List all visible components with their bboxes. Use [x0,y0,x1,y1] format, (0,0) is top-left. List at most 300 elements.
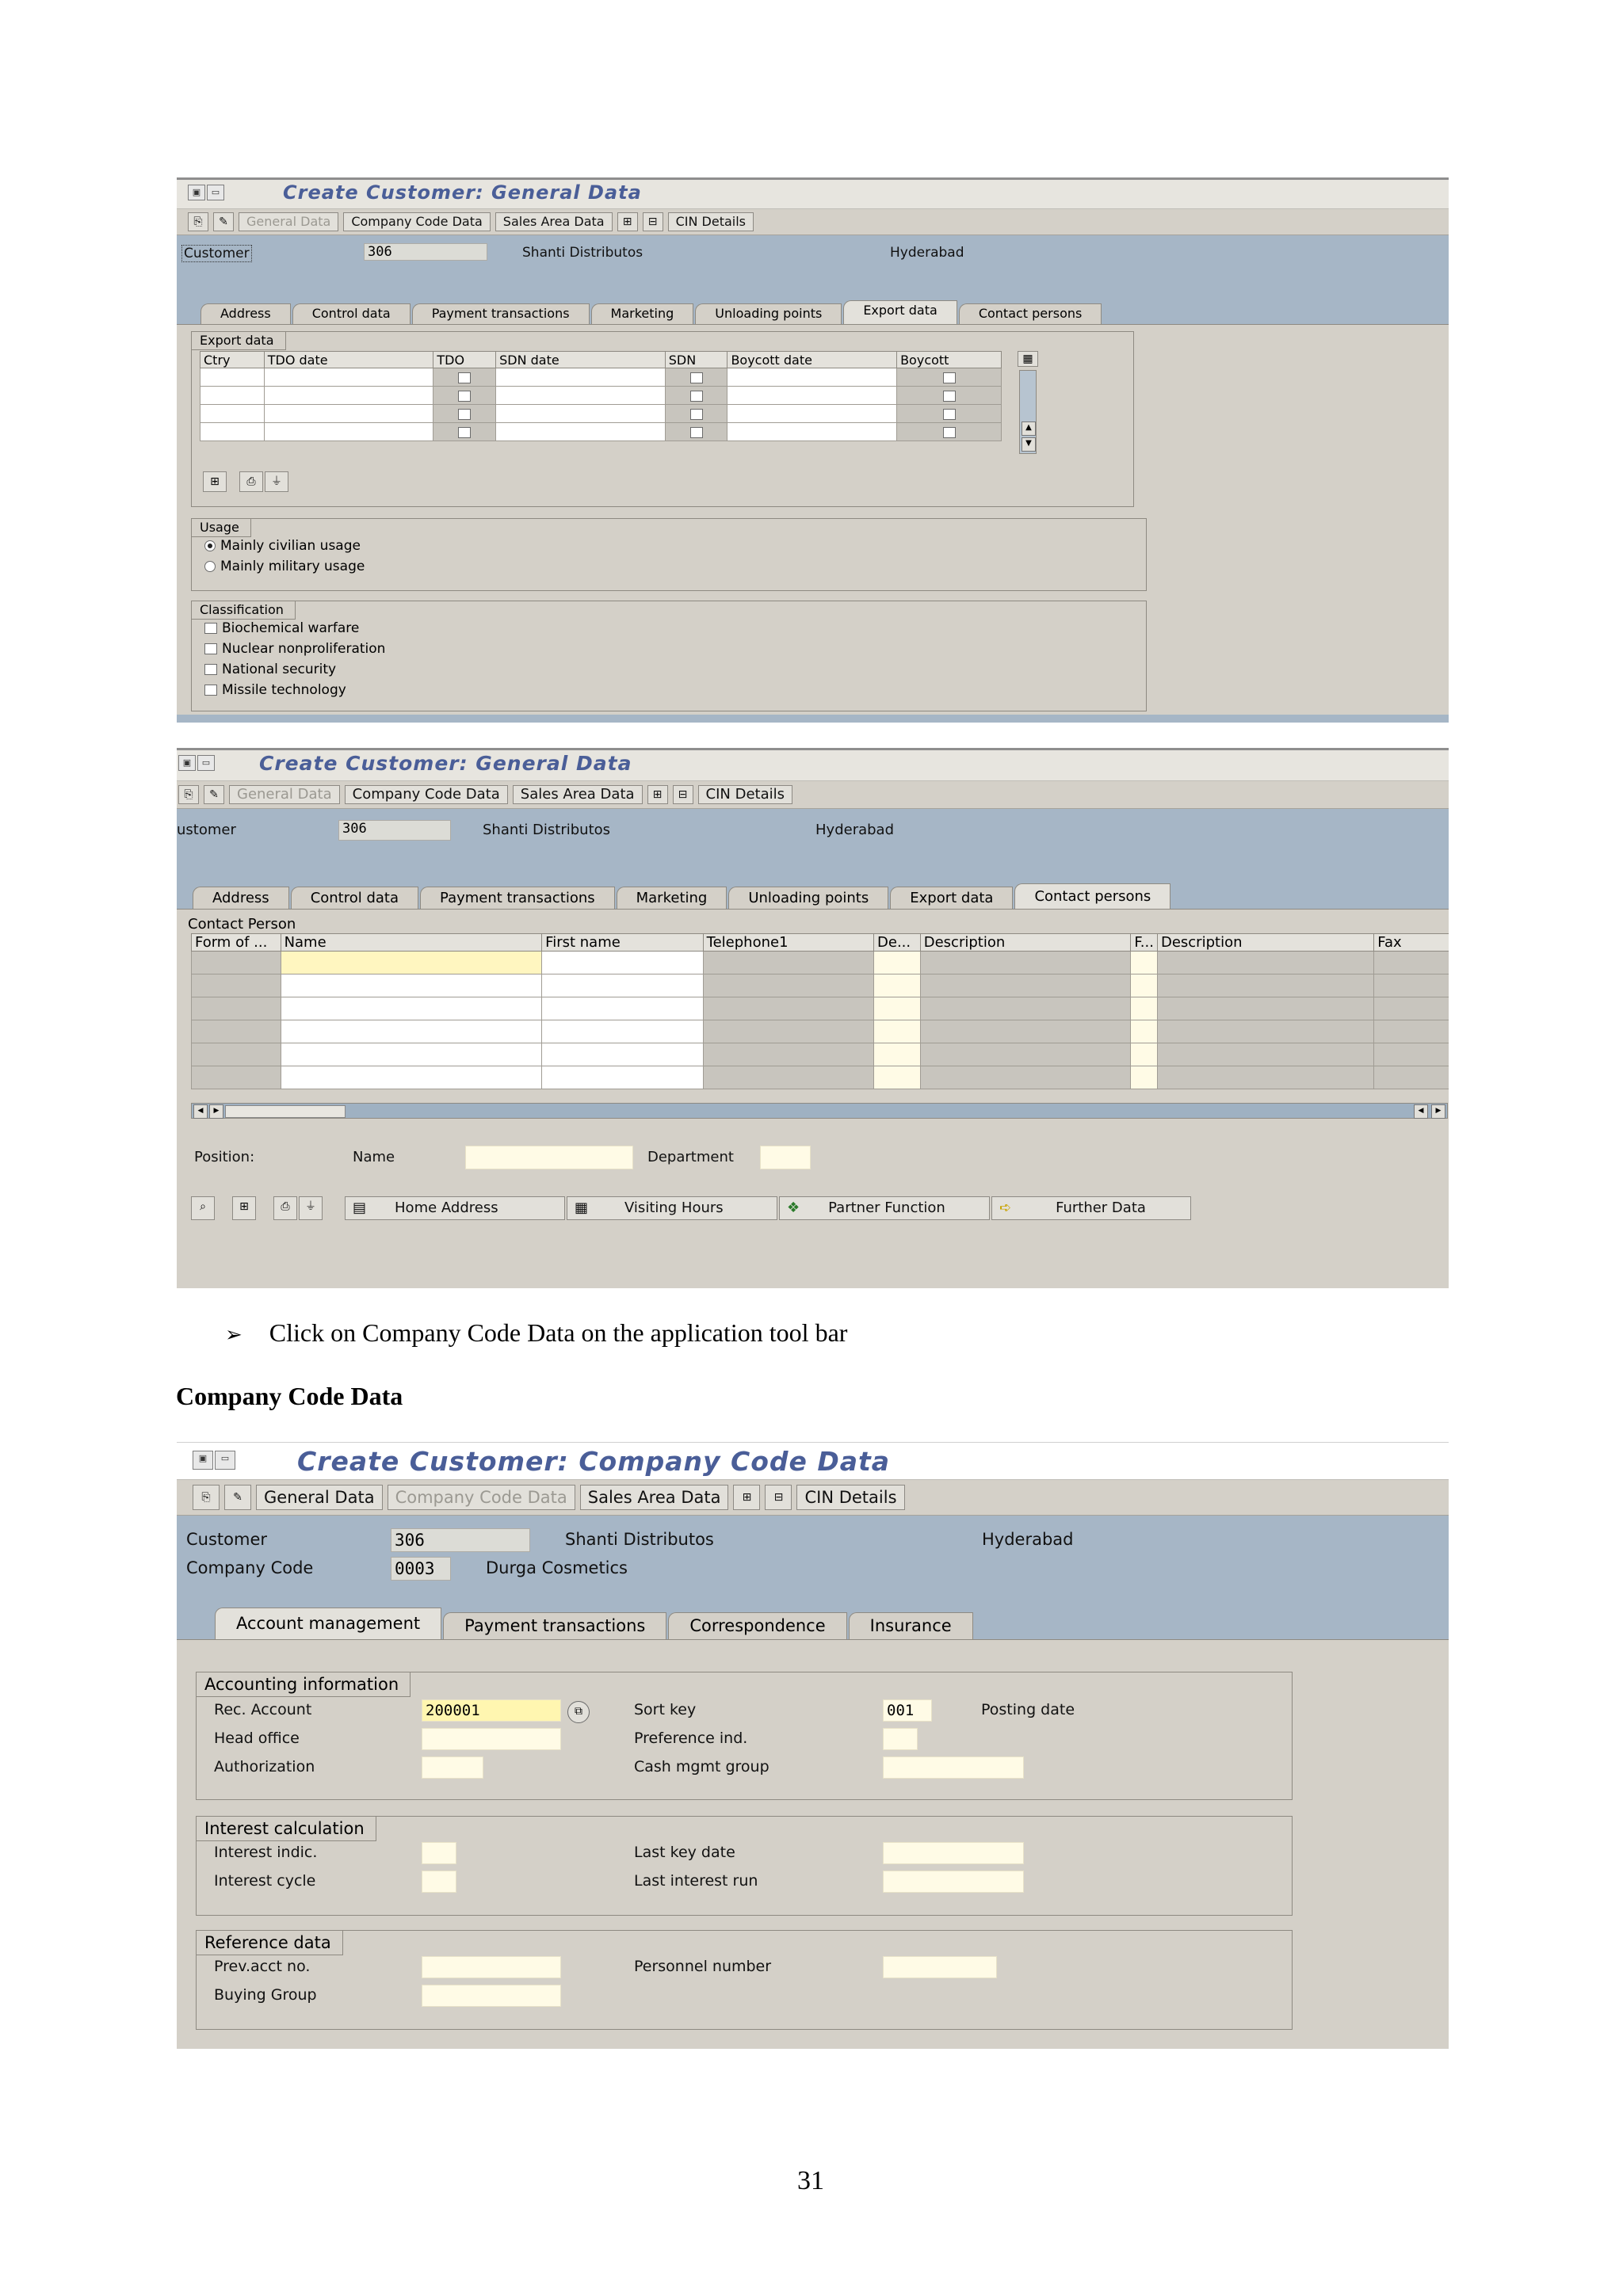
scroll-thumb[interactable] [225,1105,346,1118]
interest-calculation-group [196,1816,1293,1916]
cell [1374,974,1449,997]
screen-title: Create Customer: Company Code Data [297,1446,891,1477]
cell[interactable] [281,1066,542,1089]
class-biochemical-option[interactable] [204,620,359,636]
checkbox[interactable] [690,409,703,420]
sales-area-data-button[interactable]: Sales Area Data [495,212,613,231]
checkbox[interactable] [943,372,956,383]
tab-strip [215,1608,1449,1639]
print-icon[interactable]: ⎙ [273,1196,297,1220]
filter-icon[interactable]: ⏚ [299,1196,323,1220]
radio-selected[interactable] [204,540,216,551]
customer-field[interactable]: 306 [391,1528,530,1552]
authorization-field[interactable] [422,1756,483,1779]
cell[interactable] [264,387,433,405]
further-data-label: Further Data [1056,1199,1146,1216]
preference-label: Preference ind. [634,1730,748,1747]
cell [703,974,873,997]
tab-marketing[interactable]: Marketing [591,303,694,324]
customer-city: Hyderabad [982,1530,1074,1549]
checkbox[interactable] [690,427,703,438]
title-bar [177,750,1449,781]
edit-pencil-icon[interactable]: ✎ [213,212,234,231]
address-card-icon: ▤ [353,1199,367,1216]
usage-civilian-label: Mainly civilian usage [220,538,361,554]
table-row [200,387,1002,405]
cell[interactable] [200,387,265,405]
minimize-icon[interactable]: ▭ [197,755,215,771]
cell [920,952,1131,974]
tab-address[interactable]: Address [200,303,291,324]
tab-marketing[interactable]: Marketing [617,887,727,910]
col-telephone: Telephone1 [703,934,873,952]
customer-name: Shanti Distributos [483,822,611,838]
col-tdo: TDO [433,352,496,368]
partner-function-label: Partner Function [828,1199,945,1216]
interest-indic-label: Interest indic. [214,1844,318,1861]
company-code-data-button[interactable]: Company Code Data [388,1485,575,1510]
cell[interactable] [542,1066,703,1089]
reference-data-title: Reference data [197,1931,343,1955]
bullet-instruction [225,1318,847,1348]
buying-group-field[interactable] [422,1985,561,2007]
col-name: Name [281,934,542,952]
cell[interactable] [496,368,666,387]
cell[interactable] [496,387,666,405]
screen-title: Create Customer: General Data [283,181,642,204]
cell [665,405,727,423]
cell [897,423,1002,441]
scroll-end-right-icon[interactable]: ▶ [1431,1104,1445,1119]
prev-acct-field[interactable] [422,1956,561,1978]
col-function: F... [1131,934,1158,952]
company-code-data-button[interactable]: Company Code Data [343,212,490,231]
system-menu-icon[interactable]: ▣ [193,1451,213,1470]
table-row [192,974,1449,997]
customer-name: Shanti Distributos [522,245,643,261]
tab-insurance[interactable]: Insurance [849,1612,973,1639]
export-data-group-title: Export data [192,332,286,350]
col-first-name: First name [542,934,703,952]
cell[interactable] [1131,1066,1158,1089]
cell [1157,1066,1373,1089]
cell [920,1020,1131,1043]
customer-name: Shanti Distributos [565,1530,714,1549]
rec-account-field[interactable]: 200001 [422,1699,561,1722]
tab-contact-persons[interactable]: Contact persons [1014,883,1170,910]
customer-field[interactable]: 306 [338,820,451,841]
table-row [192,1020,1449,1043]
table-settings-icon[interactable]: ▦ [1018,351,1038,367]
cell [433,405,496,423]
checkbox[interactable] [204,643,217,654]
cell [1157,1043,1373,1066]
document-icon[interactable]: ⊟ [673,785,693,804]
scroll-left-icon[interactable]: ◀ [193,1104,208,1119]
vertical-scrollbar[interactable] [1019,370,1037,454]
tab-control-data[interactable]: Control data [291,887,418,910]
preference-field[interactable] [883,1728,918,1750]
cin-details-button[interactable]: CIN Details [796,1485,904,1510]
tab-export-data[interactable]: Export data [843,300,957,324]
class-missile-option[interactable] [204,682,346,698]
tab-payment-transactions[interactable]: Payment transactions [420,887,615,910]
cell[interactable] [281,974,542,997]
tab-strip [193,883,1449,910]
cell[interactable] [1131,1043,1158,1066]
bottom-scroll-strip [177,715,1449,723]
col-description: Description [920,934,1131,952]
cell[interactable] [542,1020,703,1043]
screen-title: Create Customer: General Data [259,752,632,775]
cell [192,1066,281,1089]
last-interest-run-label: Last interest run [634,1872,758,1890]
contact-person-group-title: Contact Person [188,916,296,933]
checkbox[interactable] [458,427,471,438]
cell[interactable] [874,1066,921,1089]
tab-payment-transactions[interactable]: Payment transactions [412,303,590,324]
cell [1157,1020,1373,1043]
cell[interactable] [264,405,433,423]
visiting-hours-label: Visiting Hours [624,1199,724,1216]
cell[interactable] [874,1043,921,1066]
company-code-field[interactable]: 0003 [391,1557,451,1581]
company-code-name: Durga Cosmetics [486,1558,628,1577]
col-sdn: SDN [665,352,727,368]
table-row [200,405,1002,423]
scroll-right-icon[interactable]: ▶ [209,1104,223,1119]
accounting-information-group [196,1672,1293,1800]
tab-payment-transactions[interactable]: Payment transactions [443,1612,666,1639]
accounting-information-title: Accounting information [197,1672,411,1697]
section-heading: Company Code Data [176,1382,403,1410]
table-row [200,368,1002,387]
cell[interactable] [281,1020,542,1043]
col-sdn-date: SDN date [496,352,666,368]
usage-civilian-option[interactable] [204,538,361,554]
usage-group-title: Usage [192,519,251,537]
cell [192,1043,281,1066]
authorization-label: Authorization [214,1758,315,1775]
checkbox[interactable] [204,623,217,634]
department-field[interactable] [760,1146,811,1169]
interest-calculation-title: Interest calculation [197,1817,376,1841]
arrow-right-icon: ➪ [999,1199,1012,1216]
cell [1157,997,1373,1020]
cell[interactable] [542,1043,703,1066]
other-customer-icon[interactable]: ⎘ [178,785,199,804]
cell[interactable] [200,423,265,441]
export-data-table [200,351,1002,441]
cell [897,387,1002,405]
cell[interactable] [874,974,921,997]
cell[interactable] [1131,952,1158,974]
horizontal-scrollbar[interactable] [191,1103,1448,1119]
sort-key-label: Sort key [634,1701,697,1718]
contact-person-table [191,933,1449,1089]
cell [433,368,496,387]
partner-function-button[interactable] [779,1196,990,1220]
print-icon[interactable]: ⎙ [239,471,263,492]
bullet-text: Click on Company Code Data on the application tool bar [269,1318,848,1347]
screenshot-company-code-data [177,1442,1449,2049]
tab-address[interactable]: Address [193,887,289,910]
col-boycott: Boycott [897,352,1002,368]
contact-tab-body [177,909,1449,1288]
rec-account-label: Rec. Account [214,1701,312,1718]
partner-icon: ❖ [787,1199,800,1216]
class-nuclear-label: Nuclear nonproliferation [222,641,386,657]
cell [1374,952,1449,974]
edit-pencil-icon[interactable]: ✎ [204,785,224,804]
cell [703,1020,873,1043]
application-toolbar [177,1480,1449,1516]
col-fax: Fax [1374,934,1449,952]
scroll-down-icon[interactable]: ▼ [1022,437,1036,452]
cell [920,1043,1131,1066]
cin-details-button[interactable]: CIN Details [668,212,754,231]
document-icon[interactable]: ⊟ [765,1485,792,1510]
tab-correspondence[interactable]: Correspondence [668,1612,846,1639]
other-customer-icon[interactable]: ⎘ [188,212,208,231]
table-row [192,1043,1449,1066]
cell[interactable] [542,974,703,997]
cell[interactable] [874,952,921,974]
interest-indic-field[interactable] [422,1842,456,1864]
tab-contact-persons[interactable]: Contact persons [959,303,1102,324]
general-data-button[interactable]: General Data [239,212,338,231]
filter-icon[interactable]: ⏚ [265,471,288,492]
usage-group [191,518,1147,591]
customer-label: Customer [186,1530,268,1549]
classification-group-title: Classification [192,601,296,620]
col-dept: De... [874,934,921,952]
further-data-button[interactable] [991,1196,1191,1220]
application-toolbar [177,209,1449,235]
general-data-button[interactable]: General Data [229,785,340,804]
cell [1157,974,1373,997]
department-label: Department [647,1149,734,1165]
last-interest-run-field[interactable] [883,1871,1024,1893]
company-code-data-button[interactable]: Company Code Data [345,785,508,804]
last-key-date-label: Last key date [634,1844,735,1861]
cell[interactable] [200,368,265,387]
usage-military-label: Mainly military usage [220,559,365,574]
personnel-number-field[interactable] [883,1956,997,1978]
cell[interactable] [200,405,265,423]
screenshot-contact-persons [177,748,1449,1288]
cell[interactable] [264,423,433,441]
screenshot-export-data [177,177,1449,723]
sales-area-data-button[interactable]: Sales Area Data [513,785,643,804]
checkbox[interactable] [204,685,217,696]
col-boycott-date: Boycott date [727,352,897,368]
cell [665,368,727,387]
sales-area-data-button[interactable]: Sales Area Data [580,1485,729,1510]
class-national-label: National security [222,662,337,677]
table-row [192,997,1449,1020]
cell[interactable] [496,405,666,423]
cell [1374,1066,1449,1089]
cell [192,974,281,997]
cell [665,387,727,405]
checkbox[interactable] [943,409,956,420]
cell [920,1066,1131,1089]
cell[interactable] [542,952,703,974]
cell [433,423,496,441]
name-label: Name [353,1149,395,1165]
interest-cycle-field[interactable] [422,1871,456,1893]
head-office-field[interactable] [422,1728,561,1750]
cell [703,1066,873,1089]
account-management-body [177,1639,1449,2049]
customer-label: ustomer [177,822,236,838]
checkbox[interactable] [690,372,703,383]
search-help-icon[interactable]: ⧉ [567,1701,590,1723]
sort-key-field[interactable]: 001 [883,1699,932,1722]
table-row [200,423,1002,441]
tab-strip [200,300,1449,324]
cell [1374,1043,1449,1066]
header-area [177,235,1449,324]
class-nuclear-option[interactable] [204,641,385,657]
interest-cycle-label: Interest cycle [214,1872,316,1890]
cell[interactable] [281,997,542,1020]
tab-unloading-points[interactable]: Unloading points [695,303,842,324]
tab-unloading-points[interactable]: Unloading points [728,887,888,910]
col-form-of: Form of ... [192,934,281,952]
edit-pencil-icon[interactable]: ✎ [224,1485,251,1510]
cell[interactable] [727,423,897,441]
cell [1374,1020,1449,1043]
home-address-label: Home Address [395,1199,498,1216]
head-office-label: Head office [214,1730,300,1747]
insert-row-icon[interactable]: ⊞ [203,471,227,492]
customer-field[interactable]: 306 [364,243,487,261]
usage-military-option[interactable] [204,559,365,574]
cell[interactable] [1131,1020,1158,1043]
cell-selected[interactable] [281,952,542,974]
save-icon[interactable]: ⊞ [733,1485,760,1510]
cell [192,997,281,1020]
table-row [192,952,1449,974]
minimize-icon[interactable]: ▭ [215,1451,235,1470]
cell [703,997,873,1020]
cell[interactable] [264,368,433,387]
checkbox[interactable] [943,427,956,438]
visiting-hours-button[interactable] [567,1196,777,1220]
save-icon[interactable]: ⊞ [647,785,668,804]
cin-details-button[interactable]: CIN Details [698,785,792,804]
detail-icon[interactable]: ⌕ [191,1196,215,1220]
customer-city: Hyderabad [890,245,964,261]
tab-account-management[interactable]: Account management [215,1608,441,1639]
other-customer-icon[interactable]: ⎘ [193,1485,220,1510]
personnel-number-label: Personnel number [634,1958,772,1975]
cell[interactable] [1131,997,1158,1020]
cell[interactable] [874,1020,921,1043]
company-code-label: Company Code [186,1558,314,1577]
cell[interactable] [874,997,921,1020]
prev-acct-label: Prev.acct no. [214,1958,311,1975]
cell [897,405,1002,423]
export-tab-body [177,324,1449,723]
checkbox[interactable] [458,409,471,420]
cell [433,387,496,405]
checkbox[interactable] [458,391,471,402]
tab-control-data[interactable]: Control data [292,303,411,324]
scroll-end-left-icon[interactable]: ◀ [1414,1104,1428,1119]
radio[interactable] [204,561,216,572]
last-key-date-field[interactable] [883,1842,1024,1864]
document-icon[interactable]: ⊟ [643,212,663,231]
cell[interactable] [727,387,897,405]
cell [897,368,1002,387]
cell [665,423,727,441]
col-ctry: Ctry [200,352,265,368]
title-bar [177,180,1449,209]
calendar-icon: ▦ [575,1199,589,1216]
tab-export-data[interactable]: Export data [890,887,1013,910]
application-toolbar [177,781,1449,809]
checkbox[interactable] [204,664,217,675]
cell [920,997,1131,1020]
class-biochemical-label: Biochemical warfare [222,620,360,636]
checkbox[interactable] [690,391,703,402]
create-icon[interactable]: ⊞ [232,1196,256,1220]
class-national-option[interactable] [204,662,336,677]
system-menu-icon[interactable]: ▣ [178,755,196,771]
title-bar [177,1443,1449,1480]
name-field[interactable] [465,1146,633,1169]
general-data-button[interactable]: General Data [256,1485,383,1510]
cell[interactable] [281,1043,542,1066]
cell[interactable] [1131,974,1158,997]
buying-group-label: Buying Group [214,1986,317,2004]
customer-label: Customer [181,245,252,262]
col-tdo-date: TDO date [264,352,433,368]
posting-date-label: Posting date [981,1701,1075,1718]
save-icon[interactable]: ⊞ [617,212,638,231]
cell[interactable] [496,423,666,441]
cell [1374,997,1449,1020]
page-number: 31 [797,2166,824,2195]
cell [1157,952,1373,974]
home-address-button[interactable] [345,1196,565,1220]
cell [920,974,1131,997]
checkbox[interactable] [458,372,471,383]
col-description-2: Description [1157,934,1373,952]
cell [703,1043,873,1066]
position-label: Position: [194,1149,255,1165]
cell[interactable] [727,368,897,387]
header-area [177,809,1449,910]
cell [192,1020,281,1043]
system-menu-icon[interactable]: ▣ [188,185,205,200]
cell [703,952,873,974]
cell[interactable] [542,997,703,1020]
minimize-icon[interactable]: ▭ [207,185,224,200]
checkbox[interactable] [943,391,956,402]
header-area [177,1516,1449,1639]
cell[interactable] [727,405,897,423]
export-data-group [191,331,1134,507]
reference-data-group [196,1930,1293,2030]
customer-city: Hyderabad [815,822,894,838]
cash-mgmt-label: Cash mgmt group [634,1758,769,1775]
cash-mgmt-field[interactable] [883,1756,1024,1779]
scroll-up-icon[interactable]: ▲ [1022,421,1036,436]
